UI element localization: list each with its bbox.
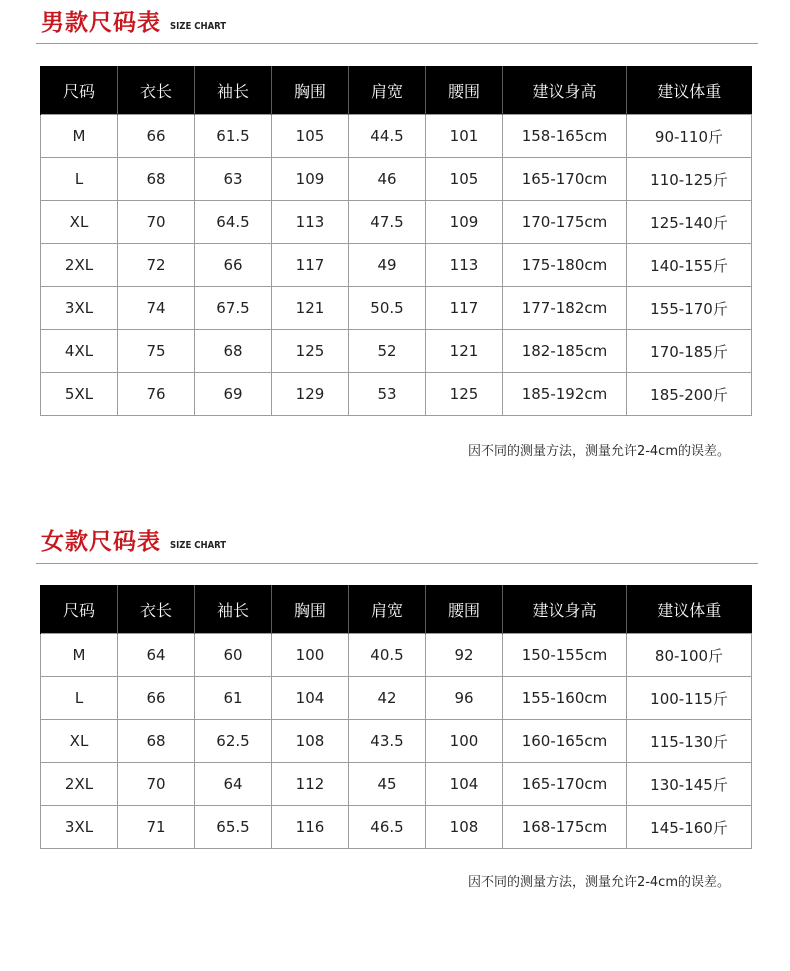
cell-chest: 121 <box>272 287 349 330</box>
table-row <box>41 763 752 806</box>
header-length: 衣长 <box>118 585 195 634</box>
table-row <box>41 634 752 677</box>
cell-weight: 125-140斤 <box>627 201 752 244</box>
cell-chest: 105 <box>272 115 349 158</box>
header-chest: 胸围 <box>272 585 349 634</box>
header-length: 衣长 <box>118 66 195 115</box>
cell-waist: 100 <box>426 720 503 763</box>
cell-height: 150-155cm <box>503 634 627 677</box>
cell-height: 185-192cm <box>503 373 627 416</box>
cell-waist: 96 <box>426 677 503 720</box>
table-row <box>41 115 752 158</box>
cell-shoulder: 46 <box>349 158 426 201</box>
cell-height: 177-182cm <box>503 287 627 330</box>
cell-waist: 105 <box>426 158 503 201</box>
cell-shoulder: 53 <box>349 373 426 416</box>
table-row <box>41 806 752 849</box>
cell-size: 5XL <box>41 373 118 416</box>
cell-height: 165-170cm <box>503 763 627 806</box>
cell-weight: 90-110斤 <box>627 115 752 158</box>
women-table-header-row <box>41 585 752 634</box>
cell-shoulder: 50.5 <box>349 287 426 330</box>
header-shoulder: 肩宽 <box>349 585 426 634</box>
header-sleeve: 袖长 <box>195 66 272 115</box>
cell-waist: 121 <box>426 330 503 373</box>
men-title: 男款尺码表 <box>41 10 161 36</box>
cell-length: 64 <box>118 634 195 677</box>
cell-size: XL <box>41 720 118 763</box>
cell-length: 68 <box>118 720 195 763</box>
cell-length: 71 <box>118 806 195 849</box>
women-measurement-note: 因不同的测量方法，测量允许2-4cm的误差。 <box>467 875 730 890</box>
header-chest: 胸围 <box>272 66 349 115</box>
cell-shoulder: 52 <box>349 330 426 373</box>
cell-sleeve: 60 <box>195 634 272 677</box>
cell-height: 168-175cm <box>503 806 627 849</box>
cell-waist: 113 <box>426 244 503 287</box>
header-waist: 腰围 <box>426 66 503 115</box>
cell-sleeve: 64 <box>195 763 272 806</box>
men-measurement-note: 因不同的测量方法，测量允许2-4cm的误差。 <box>467 444 730 459</box>
cell-length: 75 <box>118 330 195 373</box>
header-height: 建议身高 <box>503 585 627 634</box>
cell-size: 2XL <box>41 763 118 806</box>
cell-chest: 108 <box>272 720 349 763</box>
header-size: 尺码 <box>41 66 118 115</box>
cell-length: 70 <box>118 763 195 806</box>
cell-height: 182-185cm <box>503 330 627 373</box>
header-weight: 建议体重 <box>627 66 752 115</box>
cell-shoulder: 43.5 <box>349 720 426 763</box>
cell-chest: 112 <box>272 763 349 806</box>
cell-chest: 104 <box>272 677 349 720</box>
cell-shoulder: 40.5 <box>349 634 426 677</box>
cell-waist: 101 <box>426 115 503 158</box>
cell-height: 155-160cm <box>503 677 627 720</box>
cell-height: 170-175cm <box>503 201 627 244</box>
cell-weight: 140-155斤 <box>627 244 752 287</box>
cell-waist: 117 <box>426 287 503 330</box>
cell-waist: 109 <box>426 201 503 244</box>
cell-size: 3XL <box>41 287 118 330</box>
men-subtitle: SIZE CHART <box>170 21 227 32</box>
cell-weight: 100-115斤 <box>627 677 752 720</box>
header-shoulder: 肩宽 <box>349 66 426 115</box>
cell-length: 74 <box>118 287 195 330</box>
cell-sleeve: 61 <box>195 677 272 720</box>
cell-sleeve: 62.5 <box>195 720 272 763</box>
table-row <box>41 158 752 201</box>
cell-weight: 130-145斤 <box>627 763 752 806</box>
cell-weight: 185-200斤 <box>627 373 752 416</box>
cell-weight: 170-185斤 <box>627 330 752 373</box>
cell-height: 160-165cm <box>503 720 627 763</box>
table-row <box>41 330 752 373</box>
cell-shoulder: 46.5 <box>349 806 426 849</box>
cell-chest: 109 <box>272 158 349 201</box>
cell-chest: 117 <box>272 244 349 287</box>
men-title-divider <box>36 43 758 44</box>
cell-weight: 115-130斤 <box>627 720 752 763</box>
cell-size: M <box>41 634 118 677</box>
cell-waist: 108 <box>426 806 503 849</box>
cell-height: 165-170cm <box>503 158 627 201</box>
cell-size: 4XL <box>41 330 118 373</box>
cell-chest: 116 <box>272 806 349 849</box>
cell-size: L <box>41 677 118 720</box>
cell-chest: 113 <box>272 201 349 244</box>
cell-size: M <box>41 115 118 158</box>
women-title: 女款尺码表 <box>41 529 161 555</box>
cell-sleeve: 69 <box>195 373 272 416</box>
cell-chest: 100 <box>272 634 349 677</box>
cell-length: 76 <box>118 373 195 416</box>
men-section-title <box>41 2 236 36</box>
cell-sleeve: 66 <box>195 244 272 287</box>
cell-length: 66 <box>118 115 195 158</box>
table-row <box>41 244 752 287</box>
table-row <box>41 287 752 330</box>
cell-shoulder: 45 <box>349 763 426 806</box>
cell-length: 70 <box>118 201 195 244</box>
header-weight: 建议体重 <box>627 585 752 634</box>
cell-shoulder: 42 <box>349 677 426 720</box>
cell-sleeve: 68 <box>195 330 272 373</box>
table-row <box>41 677 752 720</box>
cell-size: 2XL <box>41 244 118 287</box>
header-height: 建议身高 <box>503 66 627 115</box>
cell-sleeve: 65.5 <box>195 806 272 849</box>
cell-height: 175-180cm <box>503 244 627 287</box>
cell-sleeve: 64.5 <box>195 201 272 244</box>
header-sleeve: 袖长 <box>195 585 272 634</box>
cell-size: L <box>41 158 118 201</box>
cell-size: XL <box>41 201 118 244</box>
cell-chest: 129 <box>272 373 349 416</box>
cell-shoulder: 49 <box>349 244 426 287</box>
cell-weight: 155-170斤 <box>627 287 752 330</box>
cell-sleeve: 61.5 <box>195 115 272 158</box>
cell-waist: 125 <box>426 373 503 416</box>
cell-weight: 80-100斤 <box>627 634 752 677</box>
women-title-divider <box>36 563 758 564</box>
cell-waist: 104 <box>426 763 503 806</box>
table-row <box>41 373 752 416</box>
cell-chest: 125 <box>272 330 349 373</box>
table-row <box>41 201 752 244</box>
women-subtitle: SIZE CHART <box>170 540 227 551</box>
cell-length: 66 <box>118 677 195 720</box>
cell-size: 3XL <box>41 806 118 849</box>
men-table-header-row <box>41 66 752 115</box>
men-size-table <box>40 66 752 416</box>
cell-sleeve: 67.5 <box>195 287 272 330</box>
women-size-table <box>40 585 752 849</box>
cell-waist: 92 <box>426 634 503 677</box>
table-row <box>41 720 752 763</box>
header-size: 尺码 <box>41 585 118 634</box>
cell-shoulder: 44.5 <box>349 115 426 158</box>
cell-weight: 145-160斤 <box>627 806 752 849</box>
cell-sleeve: 63 <box>195 158 272 201</box>
cell-height: 158-165cm <box>503 115 627 158</box>
cell-length: 68 <box>118 158 195 201</box>
cell-length: 72 <box>118 244 195 287</box>
cell-weight: 110-125斤 <box>627 158 752 201</box>
cell-shoulder: 47.5 <box>349 201 426 244</box>
women-section-title <box>41 521 236 555</box>
header-waist: 腰围 <box>426 585 503 634</box>
